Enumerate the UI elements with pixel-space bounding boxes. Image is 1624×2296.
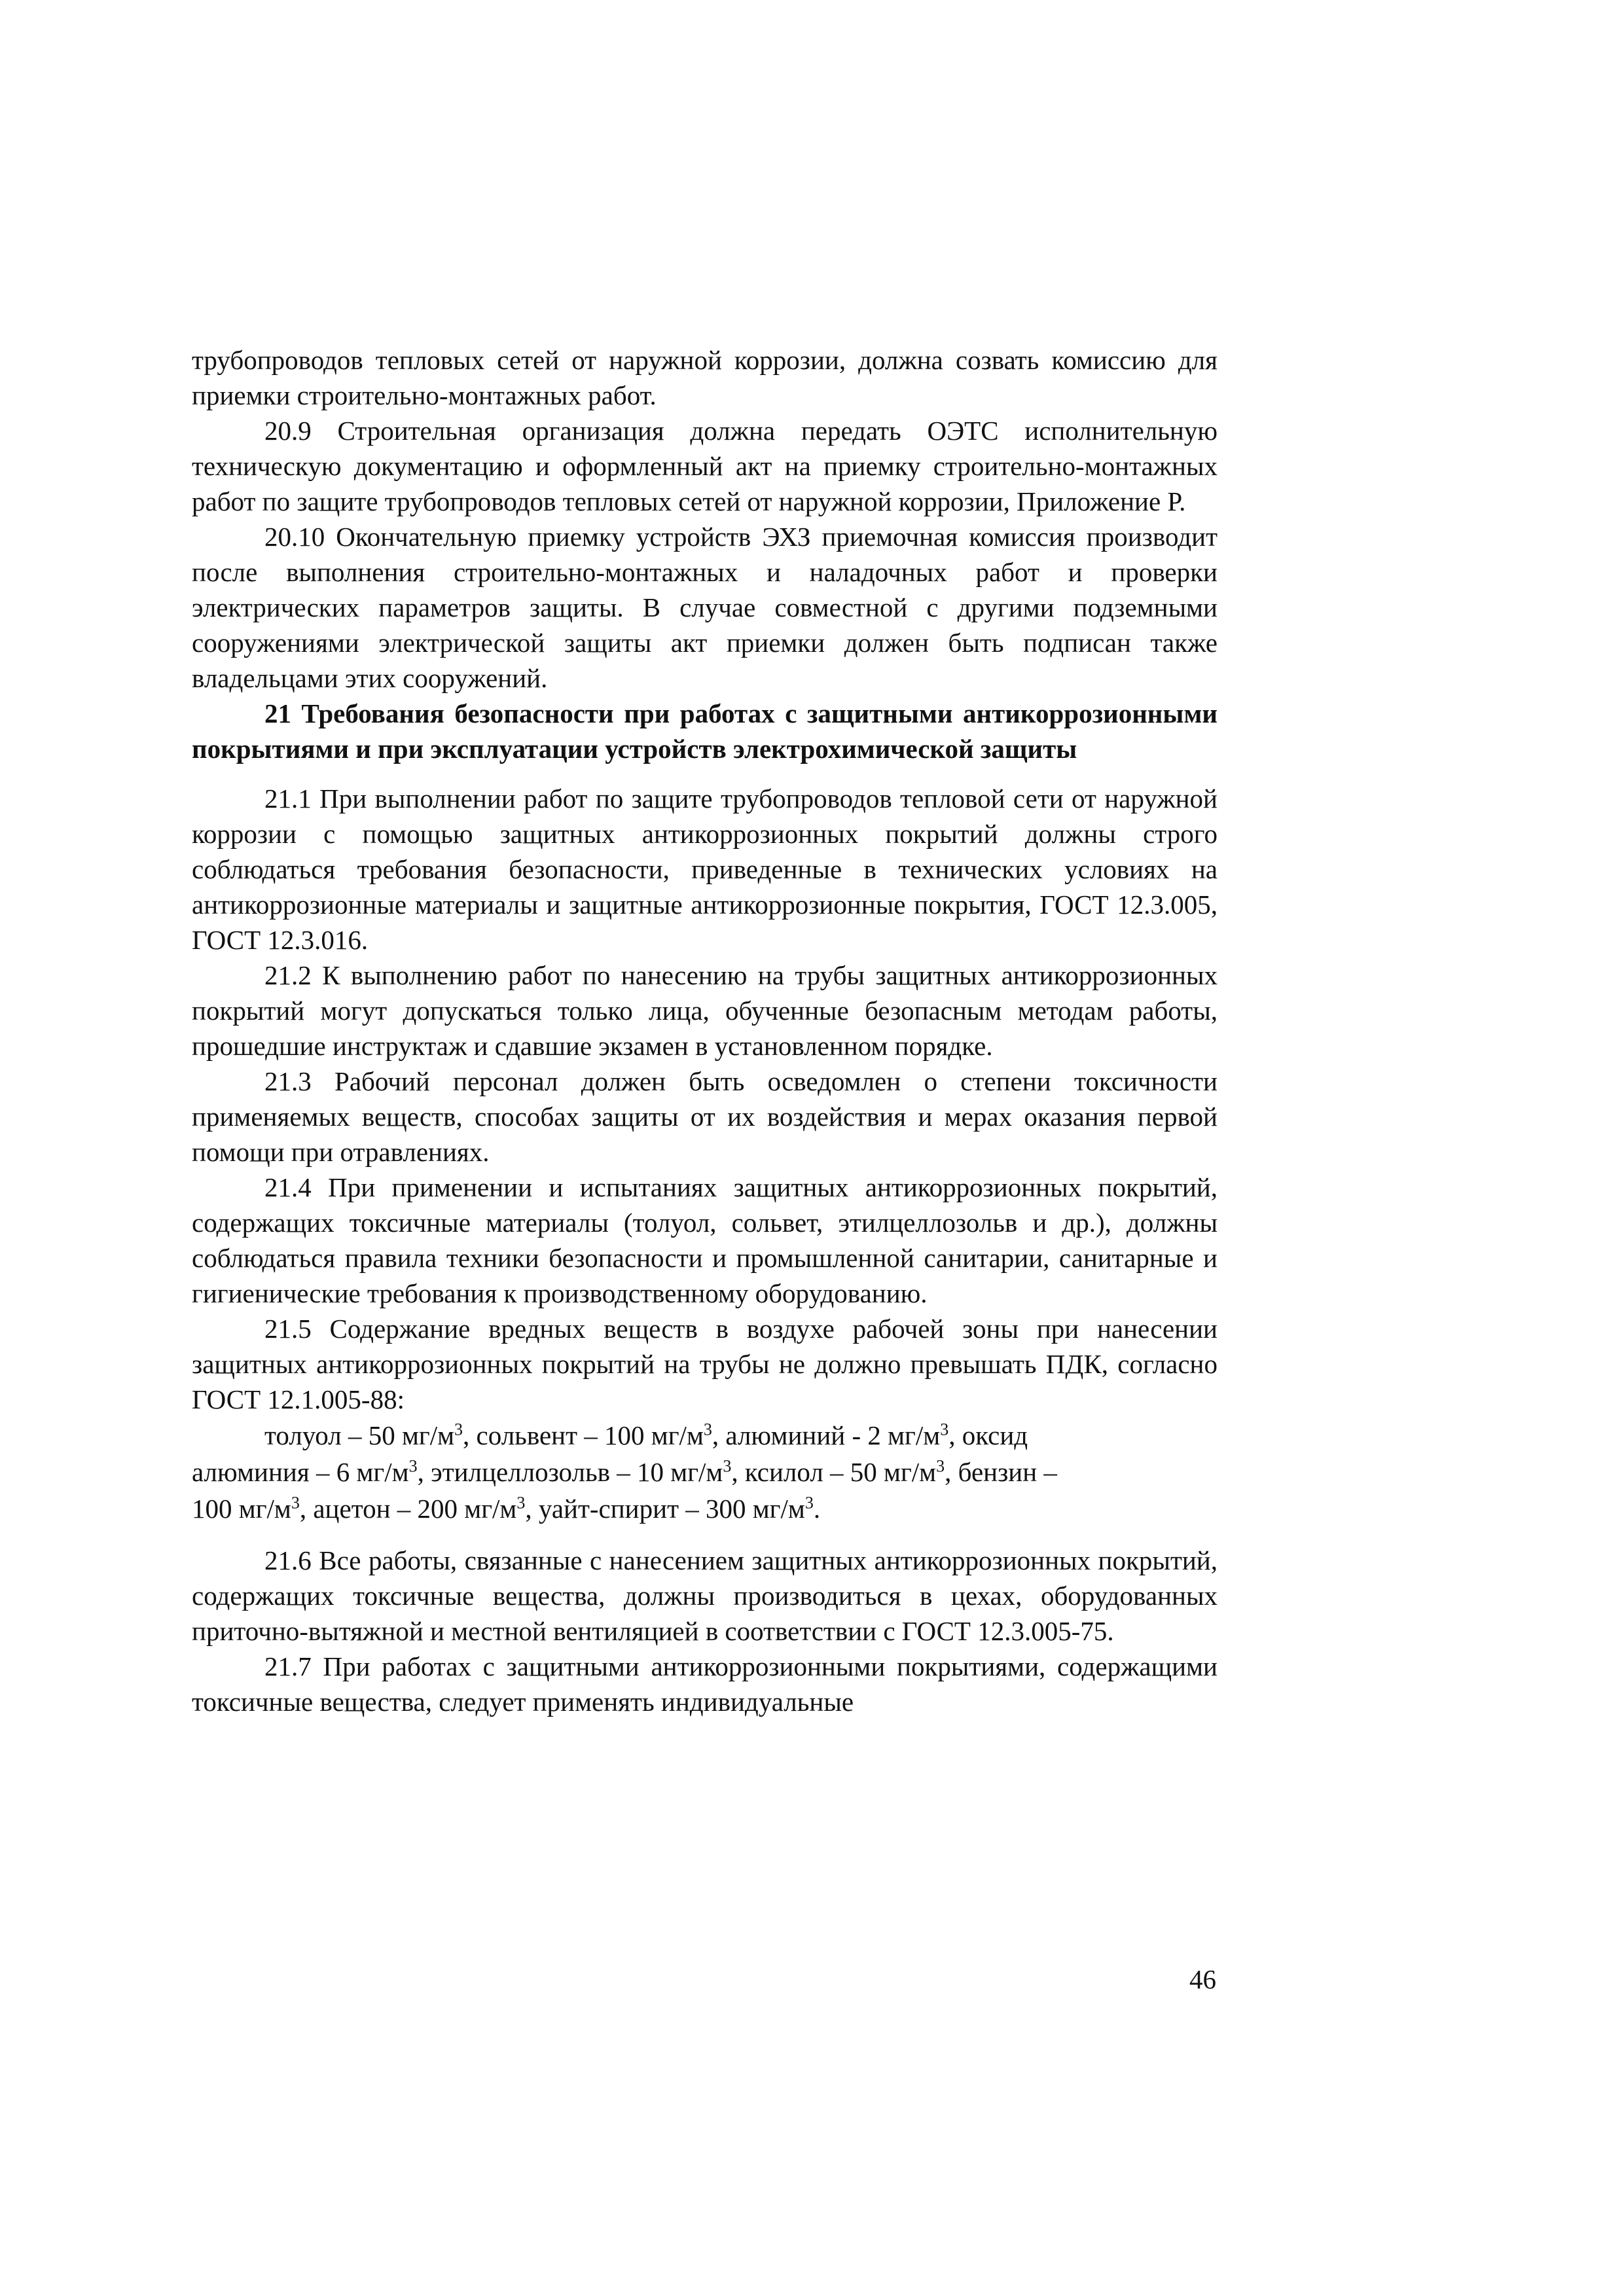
paragraph-21-3: 21.3 Рабочий персонал должен быть осведомлен о степени токсичности применяемых веществ, способах защиты от их воздействия и мерах оказания первой помощи при отравлениях.	[192, 1066, 1218, 1167]
pdk-list-line-3	[192, 1490, 1218, 1527]
pdk-list-line-2	[192, 1454, 1218, 1490]
pdk-oxide-a: , оксид	[948, 1420, 1028, 1450]
pdk-solvent: , сольвент – 100 мг/м	[463, 1420, 704, 1450]
superscript: 3	[516, 1493, 526, 1513]
pdk-toluol: толуол – 50 мг/м	[264, 1420, 455, 1450]
pdk-benzin-b: 100 мг/м	[192, 1494, 291, 1524]
superscript: 3	[703, 1420, 712, 1439]
pdk-aluminum: , алюминий - 2 мг/м	[712, 1420, 941, 1450]
paragraph-20-10: 20.10 Окончательную приемку устройств ЭХЗ приемочная комиссия производит после выполнения строительно-монтажных и наладочных работ и проверки электрических параметров защиты. В случае совместной с другими подземными сооружениями электрической защиты акт приемки должен быть подписан также владельцами этих сооружений.	[192, 522, 1218, 693]
paragraph-21-6: 21.6 Все работы, связанные с нанесением защитных антикоррозионных покрытий, содержащих токсичные вещества, должны производиться в цехах, оборудованных приточно-вытяжной и местной вентиляцией в соответствии с ГОСТ 12.3.005-75.	[192, 1545, 1218, 1646]
superscript: 3	[291, 1493, 300, 1513]
pdk-ethyl: , этилцеллозольв – 10 мг/м	[417, 1457, 723, 1487]
page-number: 46	[1189, 1964, 1216, 1994]
pdk-white-spirit: , уайт-спирит – 300 мг/м	[525, 1494, 805, 1524]
paragraph-21-2: 21.2 К выполнению работ по нанесению на трубы защитных антикоррозионных покрытий могут допускаться только лица, обученные безопасным методам работы, прошедшие инструктаж и сдавшие экзамен в установленном порядке.	[192, 960, 1218, 1061]
superscript: 3	[804, 1493, 814, 1513]
paragraph-continuation: трубопроводов тепловых сетей от наружной коррозии, должна созвать комиссию для приемки строительно-монтажных работ.	[192, 345, 1218, 410]
superscript: 3	[408, 1456, 418, 1476]
paragraph-21-4: 21.4 При применении и испытаниях защитных антикоррозионных покрытий, содержащих токсичные материалы (толуол, сольвет, этилцеллозольв и др.), должны соблюдаться правила техники безопасности и промышленной санитарии, санитарные и гигиенические требования к производственному оборудованию.	[192, 1172, 1218, 1308]
superscript: 3	[940, 1420, 949, 1439]
document-page	[192, 342, 1218, 1719]
paragraph-21-5: 21.5 Содержание вредных веществ в воздухе рабочей зоны при нанесении защитных антикоррозионных покрытий на трубы не должно превышать ПДК, согласно ГОСТ 12.1.005-88:	[192, 1314, 1218, 1414]
superscript: 3	[454, 1420, 463, 1439]
pdk-aceton: , ацетон – 200 мг/м	[299, 1494, 517, 1524]
pdk-oxide-b: алюминия – 6 мг/м	[192, 1457, 409, 1487]
paragraph-21-1: 21.1 При выполнении работ по защите трубопроводов тепловой сети от наружной коррозии с помощью защитных антикоррозионных покрытий должны строго соблюдаться требования безопасности, приведенные в технических условиях на антикоррозионные материалы и защитные антикоррозионные покрытия, ГОСТ 12.3.005, ГОСТ 12.3.016.	[192, 783, 1218, 955]
pdk-xylol: , ксилол – 50 мг/м	[731, 1457, 937, 1487]
superscript: 3	[723, 1456, 732, 1476]
section-heading-21: 21 Требования безопасности при работах с защитными антикоррозионными покрытиями и при эксплуатации устройств электрохимической защиты	[192, 698, 1218, 764]
paragraph-20-9: 20.9 Строительная организация должна передать ОЭТС исполнительную техническую документацию и оформленный акт на приемку строительно-монтажных работ по защите трубопроводов тепловых сетей от наружной коррозии, Приложение Р.	[192, 416, 1218, 516]
pdk-end: .	[813, 1494, 821, 1524]
pdk-list-line-1	[192, 1417, 1218, 1454]
paragraph-21-7: 21.7 При работах с защитными антикоррозионными покрытиями, содержащими токсичные вещества, следует применять индивидуальные	[192, 1651, 1218, 1717]
superscript: 3	[936, 1456, 945, 1476]
pdk-benzin-a: , бензин –	[945, 1457, 1057, 1487]
